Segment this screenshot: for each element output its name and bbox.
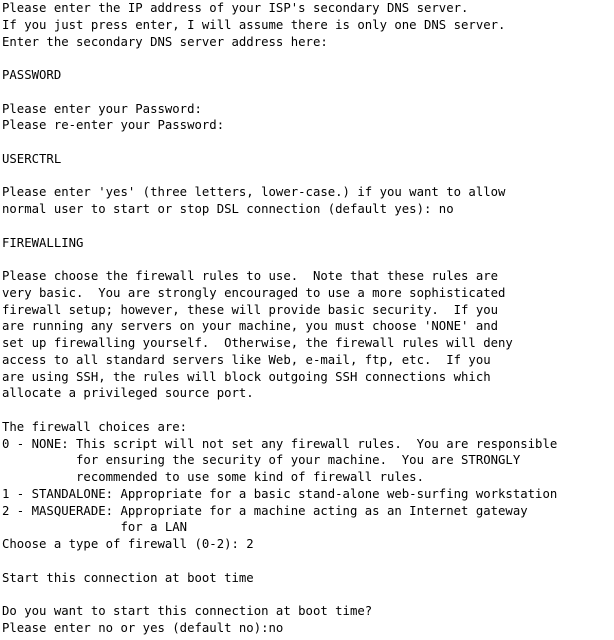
boot-input-prompt[interactable]: Please enter no or yes (default no):no (2, 620, 284, 635)
blank-line (2, 251, 614, 268)
userctrl-section-header: USERCTRL (2, 151, 62, 166)
firewall-description-line: are using SSH, the rules will block outgoing SSH connections which (2, 369, 491, 384)
blank-line (2, 168, 614, 185)
blank-line (2, 553, 614, 570)
firewall-description-line: firewall setup; however, these will provide basic security. If you (2, 302, 499, 317)
firewall-description-line: allocate a privileged source port. (2, 386, 254, 401)
userctrl-prompt-line-2: normal user to start or stop DSL connection (default yes): no (2, 202, 454, 216)
blank-line (2, 402, 614, 419)
firewall-choice-none-continued: recommended to use some kind of firewall rules. (2, 470, 424, 484)
firewall-choice-none-continued: for ensuring the security of your machine. You are STRONGLY (2, 453, 521, 468)
firewalling-section-header: FIREWALLING (2, 235, 84, 250)
firewall-type-prompt: Choose a type of firewall (0-2): 2 (2, 537, 254, 551)
firewall-description-line: Please choose the firewall rules to use. Note that these rules are (2, 269, 499, 283)
firewall-description-line: set up firewalling yourself. Otherwise, the firewall rules will deny (2, 336, 513, 350)
password-reenter-prompt: Please re-enter your Password: (2, 118, 225, 133)
firewall-choice-masquerade-continued: for a LAN (2, 520, 188, 535)
firewall-choices-intro: The firewall choices are: (2, 419, 188, 434)
blank-line (2, 586, 614, 603)
firewall-choice-standalone: 1 - STANDALONE: Appropriate for a basic stand-alone web-surfing workstation (2, 486, 558, 501)
firewall-description-line: access to all standard servers like Web, e-mail, ftp, etc. If you (2, 352, 491, 367)
password-section-header: PASSWORD (2, 68, 62, 82)
dns-prompt-line-2: If you just press enter, I will assume there is only one DNS server. (2, 17, 506, 32)
dns-prompt-line-3: Enter the secondary DNS server address here: (2, 34, 328, 49)
blank-line (2, 50, 614, 67)
password-prompt: Please enter your Password: (2, 101, 202, 116)
boot-question: Do you want to start this connection at boot time? (2, 604, 373, 618)
blank-line (2, 84, 614, 101)
firewall-choice-none: 0 - NONE: This script will not set any firewall rules. You are responsible (2, 436, 558, 451)
blank-line (2, 218, 614, 235)
userctrl-prompt-line-1: Please enter 'yes' (three letters, lower-case.) if you want to allow (2, 185, 506, 200)
dns-prompt-line-1: Please enter the IP address of your ISP's secondary DNS server. (2, 1, 469, 15)
blank-line (2, 134, 614, 151)
firewall-description-line: are running any servers on your machine, you must choose 'NONE' and (2, 319, 499, 334)
firewall-description-line: very basic. You are strongly encouraged to use a more sophisticated (2, 285, 506, 300)
firewall-choice-masquerade: 2 - MASQUERADE: Appropriate for a machine acting as an Internet gateway (2, 503, 528, 518)
boot-section-header: Start this connection at boot time (2, 570, 254, 585)
